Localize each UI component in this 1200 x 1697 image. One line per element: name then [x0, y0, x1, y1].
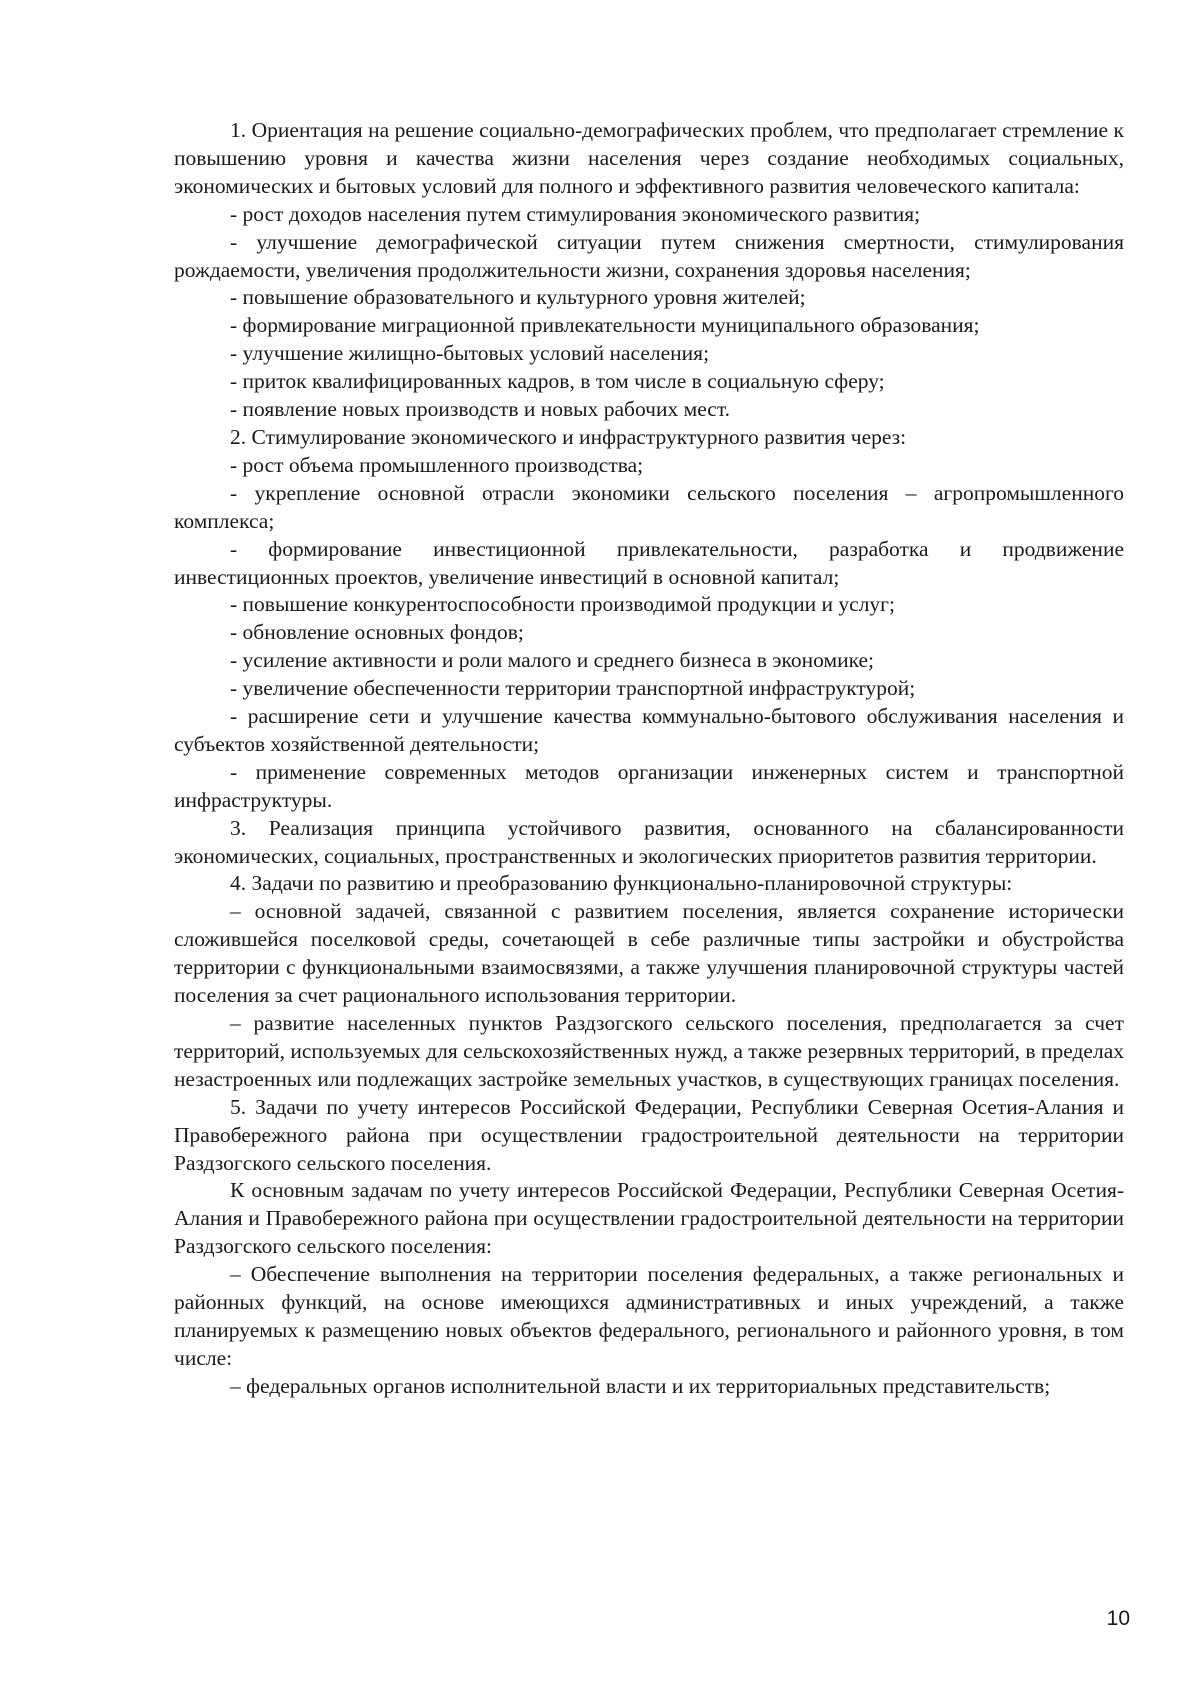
document-body — [174, 117, 1124, 1401]
paragraph: - приток квалифицированных кадров, в том числе в социальную сферу; — [230, 369, 885, 394]
paragraph: - обновление основных фондов; — [230, 620, 524, 645]
paragraph: – развитие населенных пунктов Раздзогского сельского поселения, предполагается за счет территорий, используемых для сельскохозяйственных нужд, а также резервных территорий, в пределах незастроенных или подлежащих застройке земельных участков, в существующих границах поселения. — [174, 1011, 1124, 1091]
paragraph: - повышение конкурентоспособности производимой продукции и услуг; — [230, 592, 895, 617]
paragraph: 5. Задачи по учету интересов Российской Федерации, Республики Северная Осетия-Алания и Правобережного района при осуществлении градостроительной деятельности на территории Раздзогского сельского поселения. — [174, 1094, 1124, 1175]
paragraph: - улучшение жилищно-бытовых условий населения; — [230, 341, 710, 366]
page-number: 10 — [1106, 1607, 1130, 1630]
paragraph: - увеличение обеспеченности территории транспортной инфраструктурой; — [230, 676, 916, 701]
paragraph: 3. Реализация принципа устойчивого развития, основанного на сбалансированности экономических, социальных, пространственных и экологических приоритетов развития территории. — [174, 815, 1124, 868]
paragraph: 4. Задачи по развитию и преобразованию функционально-планировочной структуры: — [230, 871, 1013, 896]
paragraph: – основной задачей, связанной с развитием поселения, является сохранение исторически сложившейся поселковой среды, сочетающей в себе различные типы застройки и обустройства территории с функциональными взаимосвязями, а также улучшения планировочной структуры частей поселения за счет рационального использования территории. — [174, 899, 1124, 1008]
paragraph: - рост доходов населения путем стимулирования экономического развития; — [230, 201, 921, 226]
paragraph: – федеральных органов исполнительной власти и их территориальных представительств; — [230, 1373, 1051, 1398]
paragraph: - формирование миграционной привлекательности муниципального образования; — [230, 313, 980, 338]
paragraph: - расширение сети и улучшение качества коммунально-бытового обслуживания населения и субъектов хозяйственной деятельности; — [174, 704, 1124, 756]
paragraph: – Обеспечение выполнения на территории поселения федеральных, а также региональных и районных функций, на основе имеющихся административных и иных учреждений, а также планируемых к размещению новых объектов федерального, регионального и районного уровня, в том числе: — [174, 1262, 1124, 1370]
paragraph: - формирование инвестиционной привлекательности, разработка и продвижение инвестиционных проектов, увеличение инвестиций в основной капитал; — [174, 536, 1124, 589]
paragraph: - улучшение демографической ситуации путем снижения смертности, стимулирования рождаемости, увеличения продолжительности жизни, сохранения здоровья населения; — [174, 229, 1124, 282]
paragraph: - рост объема промышленного производства; — [230, 452, 644, 477]
paragraph: - повышение образовательного и культурного уровня жителей; — [230, 285, 806, 310]
paragraph: - укрепление основной отрасли экономики сельского поселения – агропромышленного комплекса; — [174, 480, 1124, 533]
paragraph: - применение современных методов организации инженерных систем и транспортной инфраструктуры. — [174, 759, 1124, 812]
paragraph: - появление новых производств и новых рабочих мест. — [230, 397, 730, 422]
paragraph: 1. Ориентация на решение социально-демографических проблем, что предполагает стремление к повышению уровня и качества жизни населения через создание необходимых социальных, экономических и бытовых условий для полного и эффективного развития человеческого капитала: — [174, 118, 1124, 198]
paragraph: 2. Стимулирование экономического и инфраструктурного развития через: — [230, 424, 907, 449]
paragraph: - усиление активности и роли малого и среднего бизнеса в экономике; — [230, 648, 875, 673]
paragraph: К основным задачам по учету интересов Российской Федерации, Республики Северная Осетия-Алания и Правобережного района при осуществлении градостроительной деятельности на территории Раздзогского сельского поселения: — [174, 1178, 1124, 1259]
